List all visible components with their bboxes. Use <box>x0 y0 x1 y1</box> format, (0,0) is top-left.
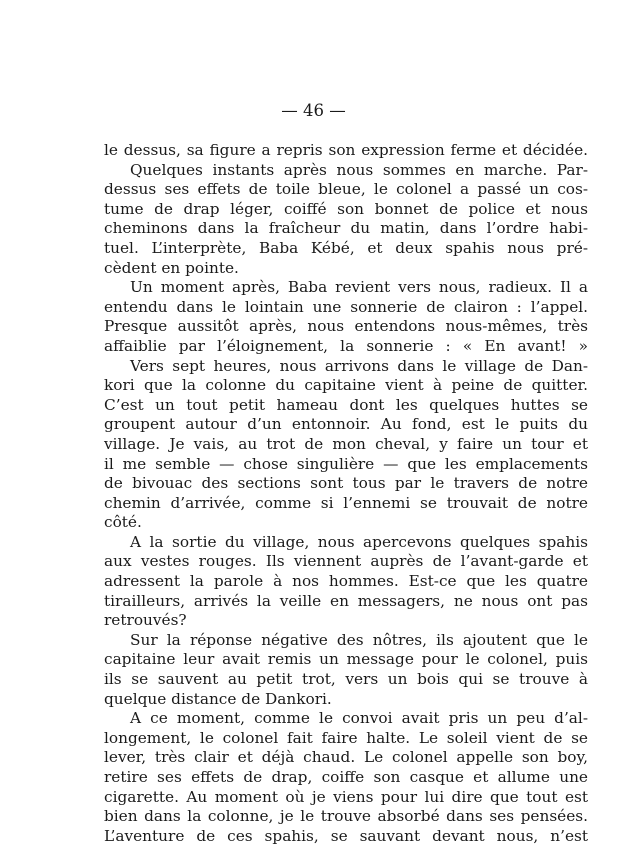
text-line: tirailleurs, arrivés la veille en messagers, ne nous ont pas <box>104 591 588 610</box>
text-line: le dessus, sa figure a repris son expression ferme et décidée. <box>104 141 588 159</box>
text-line: tuel. L’interprète, Baba Kébé, et deux spahis nous pré- <box>104 238 588 257</box>
text-line: de bivouac des sections sont tous par le travers de notre <box>104 474 588 493</box>
text-line: A ce moment, comme le convoi avait pris un peu d’al- <box>130 709 588 728</box>
text-line: ils se sauvent au petit trot, vers un bois qui se trouve à <box>104 670 588 689</box>
text-line: retire ses effets de drap, coiffe son casque et allume une <box>104 768 588 786</box>
text-line: capitaine leur avait remis un message pour le colonel, puis <box>104 650 588 669</box>
text-line: Quelques instants après nous sommes en marche. Par- <box>130 160 588 179</box>
text-line: kori que la colonne du capitaine vient à peine de quitter. <box>104 376 588 395</box>
text-line: cheminons dans la fraîcheur du matin, dans l’ordre habi- <box>104 219 588 238</box>
text-line: affaiblie par l’éloignement, la sonnerie : « En avant! » <box>104 336 588 355</box>
text-line: Presque aussitôt après, nous entendons nous-mêmes, très <box>104 317 588 336</box>
text-line: C’est un tout petit hameau dont les quelques huttes se <box>104 395 588 414</box>
text-line: groupent autour d’un entonnoir. Au fond, est le puits du <box>104 415 588 434</box>
text-line: retrouvés? <box>104 611 187 630</box>
page-number: — 46 — <box>281 101 346 120</box>
text-line: cigarette. Au moment où je viens pour lui dire que tout est <box>104 787 588 806</box>
text-line: il me semble — chose singulière — que les emplacements <box>104 454 588 473</box>
text-line: chemin d’arrivée, comme si l’ennemi se trouvait de notre <box>104 493 588 512</box>
text-line: Vers sept heures, nous arrivons dans le village de Dan- <box>130 356 588 375</box>
text-line: bien dans la colonne, je le trouve absorbé dans ses pensées. <box>104 807 588 826</box>
text-line: Sur la réponse négative des nôtres, ils ajoutent que le <box>130 630 588 649</box>
text-line: dessus ses effets de toile bleue, le colonel a passé un cos- <box>104 180 588 199</box>
body-text <box>104 141 588 846</box>
text-line: entendu dans le lointain une sonnerie de clairon : l’appel. <box>104 297 588 316</box>
text-line: côté. <box>104 513 142 532</box>
text-line: quelque distance de Dankori. <box>104 689 332 708</box>
text-line: aux vestes rouges. Ils viennent auprès de l’avant-garde et <box>104 552 588 571</box>
text-line: adressent la parole à nos hommes. Est-ce que les quatre <box>104 572 588 591</box>
text-line: village. Je vais, au trot de mon cheval, y faire un tour et <box>104 434 588 453</box>
text-line: lever, très clair et déjà chaud. Le colonel appelle son boy, <box>104 748 588 767</box>
text-line: L’aventure de ces spahis, se sauvant devant nous, n’est <box>104 826 588 845</box>
text-line: longement, le colonel fait faire halte. Le soleil vient de se <box>104 728 588 747</box>
text-line: Un moment après, Baba revient vers nous, radieux. Il a <box>130 278 588 297</box>
text-line: A la sortie du village, nous apercevons quelques spahis <box>130 532 588 551</box>
text-line: tume de drap léger, coiffé son bonnet de police et nous <box>104 199 588 218</box>
text-line: cèdent en pointe. <box>104 258 239 277</box>
